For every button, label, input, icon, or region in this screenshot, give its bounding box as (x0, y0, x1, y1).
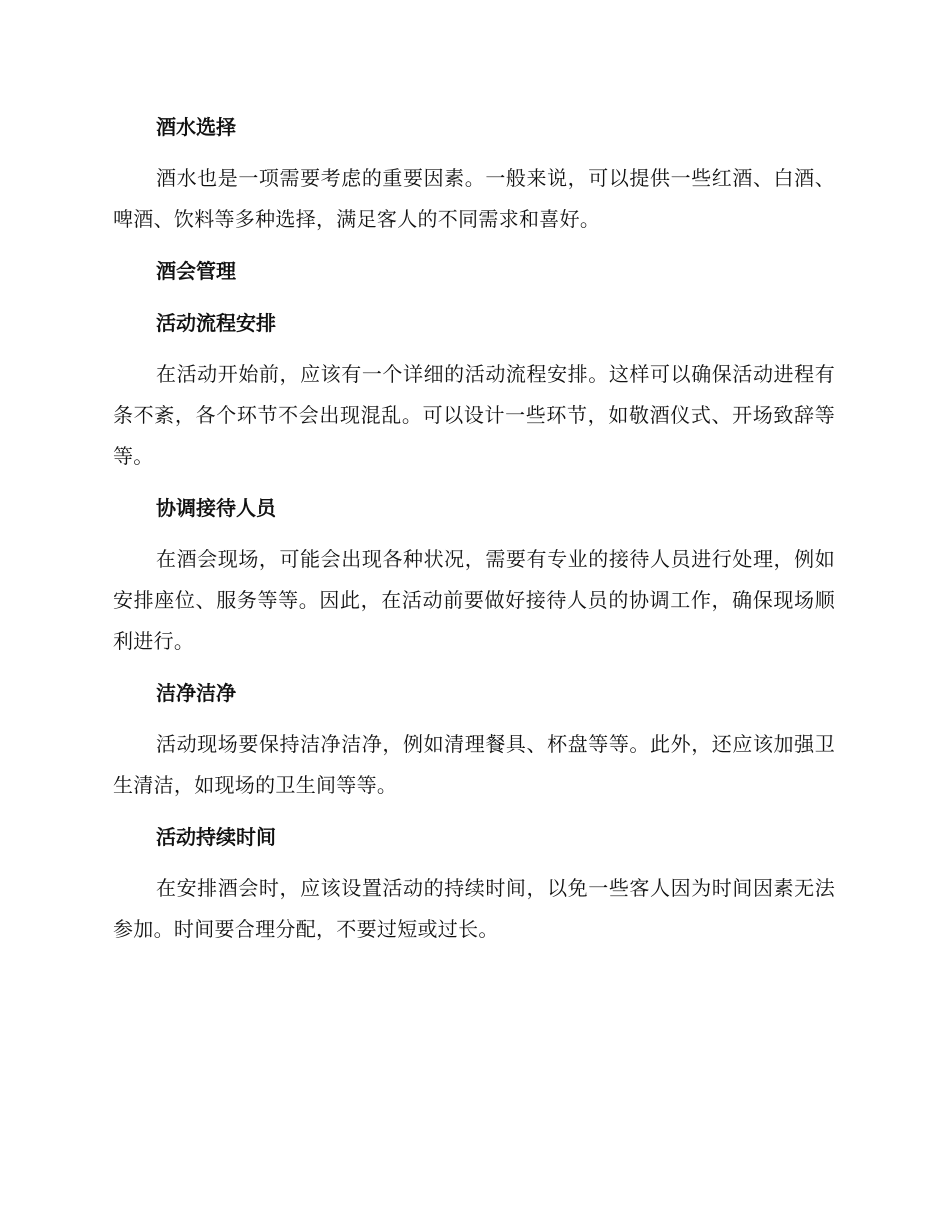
paragraph-staff-coordination: 在酒会现场，可能会出现各种状况，需要有专业的接待人员进行处理，例如安排座位、服务等等。因此，在活动前要做好接待人员的协调工作，确保现场顺利进行。 (113, 547, 835, 653)
section-heading-event-schedule: 活动流程安排 (156, 311, 276, 335)
section-heading-staff-coordination: 协调接待人员 (156, 496, 276, 520)
paragraph-cleanliness: 活动现场要保持洁净洁净，例如清理餐具、杯盘等等。此外，还应该加强卫生清洁，如现场的卫生间等等。 (113, 732, 835, 797)
document-body (113, 106, 835, 960)
section-heading-duration: 活动持续时间 (156, 825, 276, 849)
paragraph-duration: 在安排酒会时，应该设置活动的持续时间，以免一些客人因为时间因素无法参加。时间要合理分配，不要过短或过长。 (113, 876, 835, 941)
paragraph-drinks: 酒水也是一项需要考虑的重要因素。一般来说，可以提供一些红酒、白酒、啤酒、饮料等多种选择，满足客人的不同需求和喜好。 (113, 166, 835, 231)
paragraph-event-schedule: 在活动开始前，应该有一个详细的活动流程安排。这样可以确保活动进程有条不紊，各个环节不会出现混乱。可以设计一些环节，如敬酒仪式、开场致辞等等。 (113, 362, 835, 468)
section-heading-cleanliness: 洁净洁净 (156, 681, 236, 705)
section-heading-drinks: 酒水选择 (156, 115, 236, 139)
section-heading-reception-management: 酒会管理 (156, 259, 236, 283)
